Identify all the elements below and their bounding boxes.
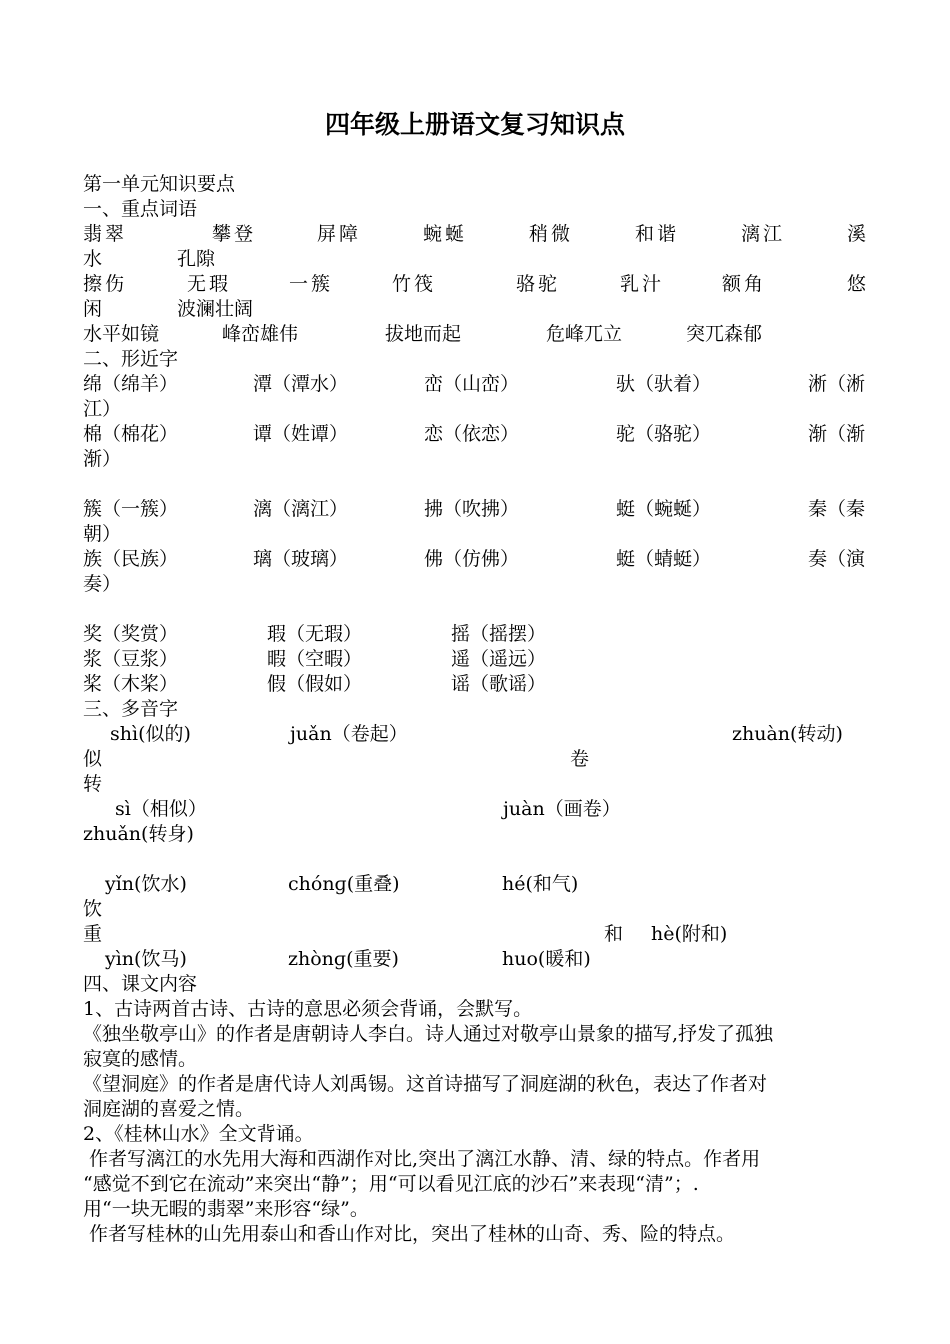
vocab-word: 翡翠 bbox=[83, 223, 128, 245]
vocab-word: 孔隙 bbox=[177, 248, 216, 270]
char-pair: 渐） bbox=[83, 448, 122, 470]
pinyin-reading: zhuàn(转动) bbox=[732, 723, 843, 745]
content-line: 用“一块无暇的翡翠”来形容“绿”。 bbox=[83, 1198, 369, 1220]
pinyin-reading: hè(附和) bbox=[651, 923, 728, 945]
pinyin-reading: yìn(饮马) bbox=[105, 948, 187, 970]
vocab-word: 溪 bbox=[847, 223, 867, 245]
polyphone-char: 卷 bbox=[570, 748, 590, 770]
content-line: 《独坐敬亭山》的作者是唐朝诗人李白。诗人通过对敬亭山景象的描写,抒发了孤独 bbox=[83, 1023, 774, 1045]
char-pair: 漓（漓江） bbox=[253, 498, 349, 520]
vocab-word: 危峰兀立 bbox=[546, 323, 623, 345]
pinyin-reading: chónɡ(重叠) bbox=[288, 873, 400, 895]
content-line: 寂寞的感情。 bbox=[83, 1048, 198, 1070]
vocab-word: 稍微 bbox=[529, 223, 574, 245]
pinyin-reading: shì(似的) bbox=[110, 723, 191, 745]
char-pair: 驼（骆驼） bbox=[616, 423, 712, 445]
char-pair: 谣（歌谣） bbox=[451, 673, 547, 695]
char-pair: 恋（依恋） bbox=[424, 423, 520, 445]
vocab-word: 竹筏 bbox=[392, 273, 437, 295]
pinyin-reading: huo(暖和) bbox=[502, 948, 591, 970]
pinyin-reading: zhuǎn(转身) bbox=[83, 823, 194, 845]
polyphone-char: 转 bbox=[83, 773, 103, 795]
section-heading-polyphones: 三、多音字 bbox=[83, 698, 179, 720]
char-pair: 瑕（无瑕） bbox=[267, 623, 363, 645]
char-pair: 暇（空暇） bbox=[267, 648, 363, 670]
char-pair: 佛（仿佛） bbox=[424, 548, 520, 570]
pinyin-reading: juàn（画卷） bbox=[503, 798, 621, 820]
polyphone-char: 饮 bbox=[83, 898, 103, 920]
char-pair: 绵（绵羊） bbox=[83, 373, 179, 395]
vocab-word: 一簇 bbox=[289, 273, 334, 295]
polyphone-char: 似 bbox=[83, 748, 103, 770]
char-pair: 秦（秦 bbox=[808, 498, 866, 520]
vocab-word: 骆驼 bbox=[516, 273, 561, 295]
char-pair: 驮（驮着） bbox=[616, 373, 712, 395]
vocab-word: 悠 bbox=[847, 273, 867, 295]
content-line: 1、古诗两首古诗、古诗的意思必须会背诵，会默写。 bbox=[83, 998, 533, 1020]
polyphone-char: 和 bbox=[604, 923, 624, 945]
section-heading-vocab: 一、重点词语 bbox=[83, 198, 198, 220]
vocab-word: 蜿蜒 bbox=[423, 223, 468, 245]
content-line: 作者写漓江的水先用大海和西湖作对比,突出了漓江水静、清、绿的特点。作者用 bbox=[83, 1148, 761, 1170]
content-line: 洞庭湖的喜爱之情。 bbox=[83, 1098, 255, 1120]
char-pair: 族（民族） bbox=[83, 548, 179, 570]
char-pair: 渐（渐 bbox=[808, 423, 866, 445]
char-pair: 蜓（蜿蜒） bbox=[616, 498, 712, 520]
char-pair: 璃（玻璃） bbox=[253, 548, 349, 570]
vocab-word: 突兀森郁 bbox=[686, 323, 763, 345]
vocab-word: 峰峦雄伟 bbox=[222, 323, 299, 345]
vocab-word: 无瑕 bbox=[187, 273, 232, 295]
unit-heading: 第一单元知识要点 bbox=[83, 173, 236, 195]
pinyin-reading: hé(和气) bbox=[502, 873, 579, 895]
char-pair: 桨（木桨） bbox=[83, 673, 179, 695]
vocab-word: 攀登 bbox=[212, 223, 257, 245]
content-line: 《望洞庭》的作者是唐代诗人刘禹锡。这首诗描写了洞庭湖的秋色，表达了作者对 bbox=[83, 1073, 768, 1095]
content-line: 作者写桂林的山先用泰山和香山作对比，突出了桂林的山奇、秀、险的特点。 bbox=[83, 1223, 736, 1245]
content-line: 2、《桂林山水》全文背诵。 bbox=[83, 1123, 314, 1145]
vocab-word: 闲 bbox=[83, 298, 103, 320]
vocab-word: 擦伤 bbox=[83, 273, 128, 295]
char-pair: 江） bbox=[83, 398, 122, 420]
vocab-word: 漓江 bbox=[741, 223, 786, 245]
char-pair: 谭（姓谭） bbox=[253, 423, 349, 445]
char-pair: 奏（演 bbox=[808, 548, 866, 570]
char-pair: 蜓（蜻蜓） bbox=[616, 548, 712, 570]
vocab-word: 水 bbox=[83, 248, 103, 270]
char-pair: 浆（豆浆） bbox=[83, 648, 179, 670]
page-title: 四年级上册语文复习知识点 bbox=[324, 110, 625, 139]
vocab-word: 乳汁 bbox=[620, 273, 665, 295]
content-line: “感觉不到它在流动”来突出“静”；用“可以看见江底的沙石”来表现“清”；. bbox=[83, 1173, 699, 1195]
pinyin-reading: juǎn（卷起） bbox=[290, 723, 408, 745]
char-pair: 奖（奖赏） bbox=[83, 623, 179, 645]
char-pair: 拂（吹拂） bbox=[424, 498, 520, 520]
char-pair: 淅（淅 bbox=[808, 373, 866, 395]
pinyin-reading: yǐn(饮水) bbox=[105, 873, 187, 895]
char-pair: 朝） bbox=[83, 523, 122, 545]
char-pair: 峦（山峦） bbox=[424, 373, 520, 395]
polyphone-char: 重 bbox=[83, 923, 103, 945]
vocab-word: 波澜壮阔 bbox=[177, 298, 254, 320]
char-pair: 棉（棉花） bbox=[83, 423, 179, 445]
vocab-word: 屏障 bbox=[317, 223, 362, 245]
char-pair: 假（假如） bbox=[267, 673, 363, 695]
vocab-word: 水平如镜 bbox=[83, 323, 160, 345]
vocab-word: 额角 bbox=[722, 273, 767, 295]
char-pair: 簇（一簇） bbox=[83, 498, 179, 520]
char-pair: 奏） bbox=[83, 573, 122, 595]
pinyin-reading: sì（相似） bbox=[115, 798, 207, 820]
section-heading-lesson-content: 四、课文内容 bbox=[83, 973, 198, 995]
vocab-word: 拔地而起 bbox=[385, 323, 462, 345]
vocab-word: 和谐 bbox=[635, 223, 680, 245]
char-pair: 摇（摇摆） bbox=[451, 623, 547, 645]
char-pair: 遥（遥远） bbox=[451, 648, 547, 670]
char-pair: 潭（潭水） bbox=[253, 373, 349, 395]
pinyin-reading: zhònɡ(重要) bbox=[288, 948, 399, 970]
section-heading-similar-chars: 二、形近字 bbox=[83, 348, 179, 370]
